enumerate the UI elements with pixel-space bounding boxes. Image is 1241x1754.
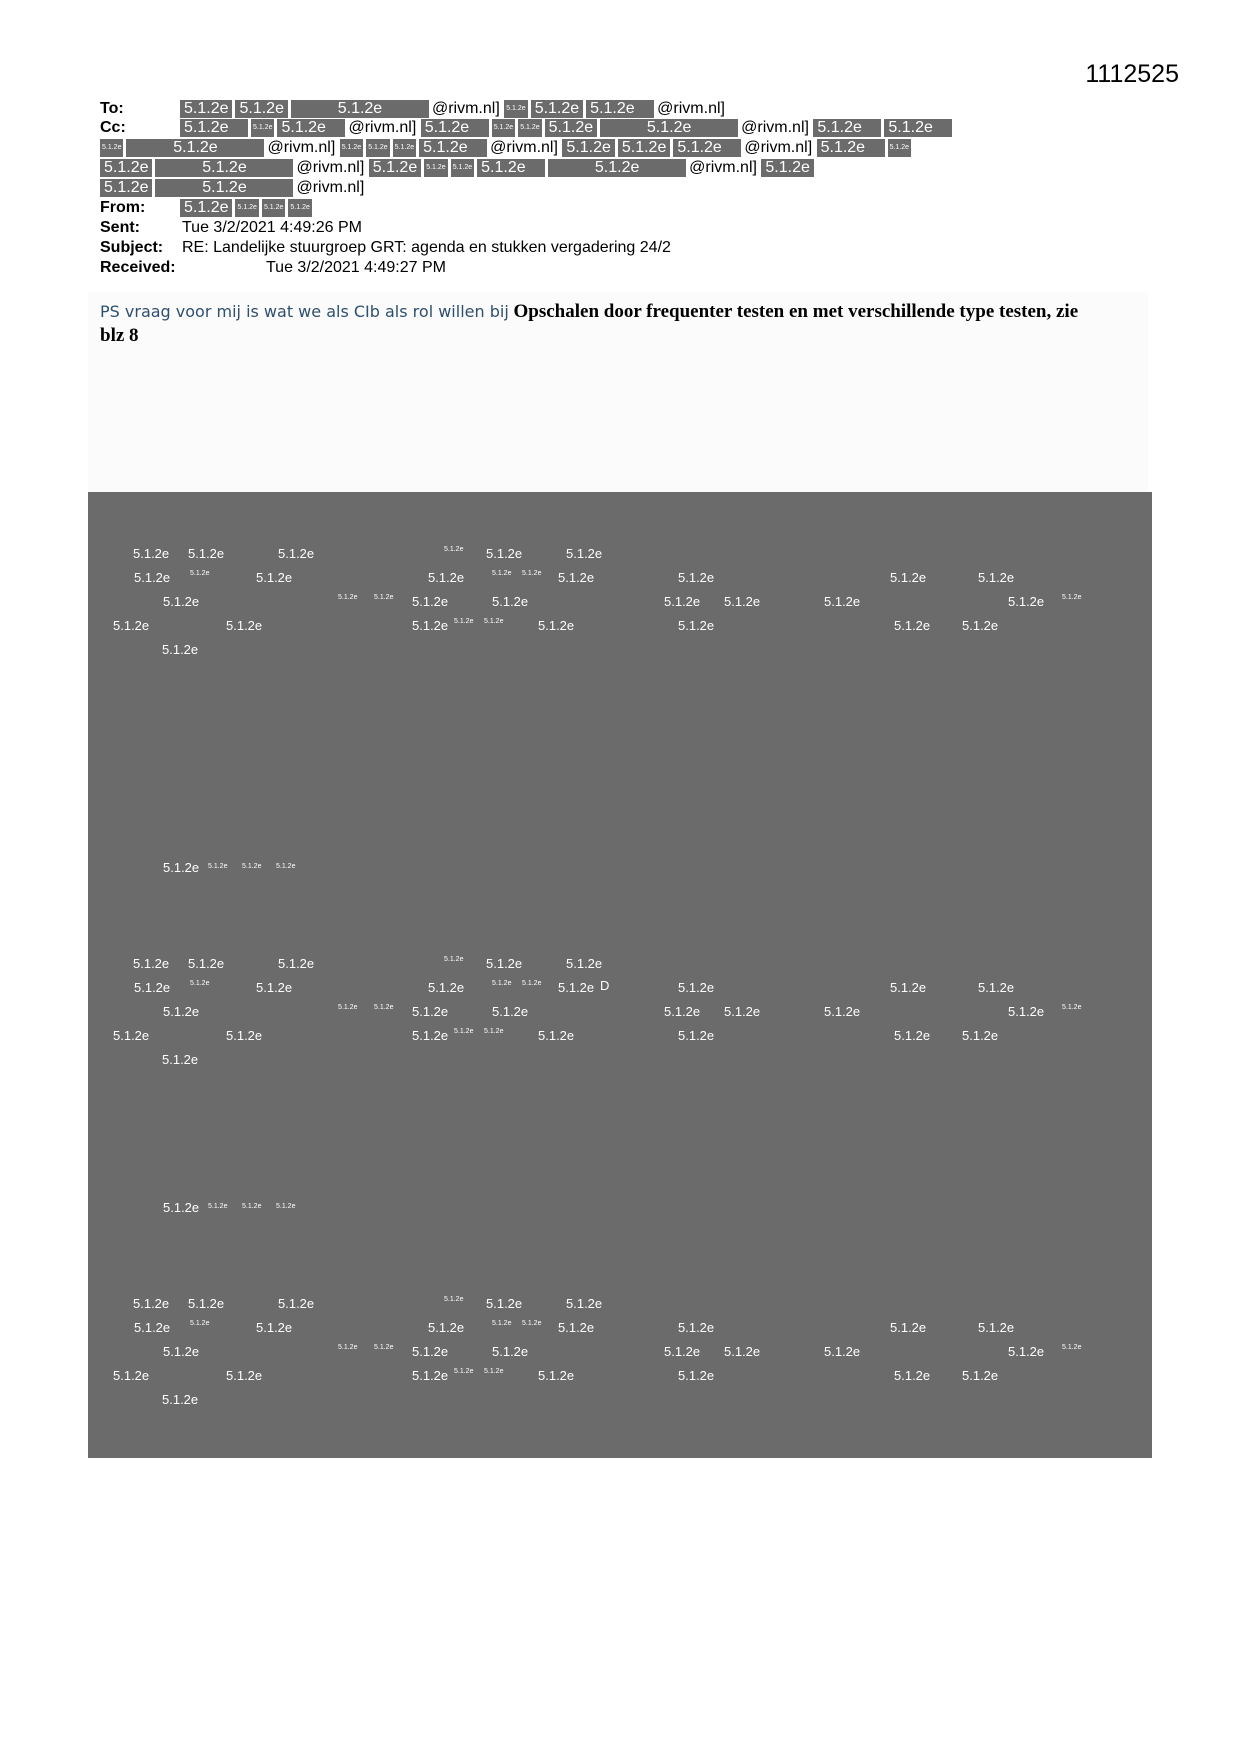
- redaction-code: 5.1.2e: [242, 1203, 262, 1210]
- redaction-code: 5.1.2e: [412, 618, 449, 633]
- redaction-code: 5.1.2e: [978, 570, 1015, 585]
- redaction-code: 5.1.2e: [242, 863, 262, 870]
- sent-label: Sent:: [100, 219, 140, 236]
- redaction-code: 5.1.2e: [163, 594, 200, 609]
- redaction-code: 5.1.2e: [412, 1344, 449, 1359]
- redaction-code: 5.1.2e: [1008, 1004, 1045, 1019]
- redaction-block: 5.1.2e: [586, 100, 654, 118]
- ps-paragraph: [100, 300, 1100, 348]
- redaction-code: 5.1.2e: [1062, 1344, 1082, 1351]
- redaction-block: 5.1.2e: [477, 159, 545, 177]
- redaction-block: 5.1.2e: [288, 199, 311, 217]
- redaction-code: 5.1.2e: [113, 618, 150, 633]
- redaction-code: 5.1.2e: [724, 594, 761, 609]
- redaction-code: 5.1.2e: [278, 1296, 315, 1311]
- redaction-code: 5.1.2e: [113, 1368, 150, 1383]
- cc-recipients-3: [100, 159, 817, 177]
- subject-value: RE: Landelijke stuurgroep GRT: agenda en stukken vergadering 24/2: [182, 239, 671, 256]
- redaction-code: 5.1.2e: [133, 956, 170, 971]
- redaction-code: 5.1.2e: [163, 1200, 200, 1215]
- redaction-code: 5.1.2e: [522, 980, 542, 987]
- cc-recipients-1: [180, 119, 955, 137]
- redaction-code: 5.1.2e: [824, 594, 861, 609]
- redaction-block: 5.1.2e: [817, 139, 885, 157]
- redaction-code: 5.1.2e: [412, 1004, 449, 1019]
- redaction-code: 5.1.2e: [162, 1392, 199, 1407]
- redaction-code: 5.1.2e: [492, 980, 512, 987]
- redaction-block: 5.1.2e: [180, 199, 232, 217]
- redaction-code: 5.1.2e: [492, 1344, 529, 1359]
- redaction-code: 5.1.2e: [486, 956, 523, 971]
- redaction-code: 5.1.2e: [134, 1320, 171, 1335]
- redaction-block: 5.1.2e: [421, 119, 489, 137]
- redaction-block: 5.1.2e: [291, 100, 429, 118]
- redaction-code: 5.1.2e: [962, 1368, 999, 1383]
- redaction-code: 5.1.2e: [276, 1203, 296, 1210]
- redaction-code: 5.1.2e: [522, 570, 542, 577]
- redaction-code: 5.1.2e: [208, 1203, 228, 1210]
- redaction-code: 5.1.2e: [454, 1368, 474, 1375]
- document-id: 1112525: [1085, 60, 1179, 88]
- redaction-code: 5.1.2e: [163, 860, 200, 875]
- redaction-code: 5.1.2e: [134, 980, 171, 995]
- email-domain: @rivm.nl]: [744, 139, 813, 156]
- redaction-code: 5.1.2e: [824, 1344, 861, 1359]
- redaction-block: 5.1.2e: [813, 119, 881, 137]
- redaction-code: 5.1.2e: [566, 546, 603, 561]
- subject-label: Subject:: [100, 239, 164, 256]
- redaction-block: 5.1.2e: [504, 100, 527, 118]
- redaction-block: 5.1.2e: [366, 139, 389, 157]
- redaction-block: 5.1.2e: [518, 119, 541, 137]
- redaction-block: 5.1.2e: [424, 159, 447, 177]
- email-domain: @rivm.nl]: [296, 179, 365, 196]
- redaction-code: 5.1.2e: [538, 618, 575, 633]
- redaction-code: 5.1.2e: [208, 863, 228, 870]
- redaction-block: 5.1.2e: [235, 100, 287, 118]
- redaction-code: 5.1.2e: [824, 1004, 861, 1019]
- redaction-block: 5.1.2e: [562, 139, 614, 157]
- redaction-code: 5.1.2e: [558, 980, 595, 995]
- redaction-code: 5.1.2e: [486, 1296, 523, 1311]
- redaction-code: 5.1.2e: [1062, 594, 1082, 601]
- redaction-block: 5.1.2e: [618, 139, 670, 157]
- redaction-block: 5.1.2e: [100, 139, 123, 157]
- cc-recipients-4: [100, 179, 364, 197]
- redaction-code: 5.1.2e: [428, 980, 465, 995]
- redaction-code: 5.1.2e: [412, 1028, 449, 1043]
- redaction-block: 5.1.2e: [600, 119, 738, 137]
- redaction-code: 5.1.2e: [226, 1368, 263, 1383]
- redaction-code: 5.1.2e: [566, 1296, 603, 1311]
- redaction-code: 5.1.2e: [522, 1320, 542, 1327]
- redaction-code: 5.1.2e: [484, 1028, 504, 1035]
- redaction-code: 5.1.2e: [492, 594, 529, 609]
- ps-emphasis-text: Opschalen door frequenter testen en met verschillende type testen, zie blz 8: [100, 301, 1079, 346]
- redaction-code: 5.1.2e: [256, 1320, 293, 1335]
- redaction-block: 5.1.2e: [545, 119, 597, 137]
- email-domain: @rivm.nl]: [689, 159, 757, 176]
- email-domain: @rivm.nl]: [657, 100, 725, 117]
- redaction-code: 5.1.2e: [188, 956, 225, 971]
- cc-recipients-2: [100, 139, 914, 157]
- redaction-code: 5.1.2e: [338, 594, 358, 601]
- received-value: Tue 3/2/2021 4:49:27 PM: [266, 259, 446, 276]
- from-label: From:: [100, 199, 146, 216]
- redaction-code: 5.1.2e: [894, 618, 931, 633]
- from-sender: [180, 199, 315, 217]
- redaction-code: 5.1.2e: [978, 980, 1015, 995]
- redaction-code: 5.1.2e: [226, 618, 263, 633]
- redaction-block: 5.1.2e: [451, 159, 474, 177]
- panel-marker: D: [600, 978, 610, 993]
- redaction-code: 5.1.2e: [664, 1004, 701, 1019]
- redaction-code: 5.1.2e: [338, 1344, 358, 1351]
- redaction-code: 5.1.2e: [492, 1320, 512, 1327]
- redaction-code: 5.1.2e: [962, 618, 999, 633]
- redaction-code: 5.1.2e: [894, 1368, 931, 1383]
- redaction-block: 5.1.2e: [180, 119, 248, 137]
- redaction-code: 5.1.2e: [678, 570, 715, 585]
- redaction-code: 5.1.2e: [188, 546, 225, 561]
- redaction-block: 5.1.2e: [262, 199, 285, 217]
- email-domain: @rivm.nl]: [431, 100, 500, 117]
- redaction-code: 5.1.2e: [484, 618, 504, 625]
- redaction-code: 5.1.2e: [538, 1368, 575, 1383]
- redaction-code: 5.1.2e: [134, 570, 171, 585]
- redaction-code: 5.1.2e: [664, 1344, 701, 1359]
- redaction-code: 5.1.2e: [678, 1368, 715, 1383]
- email-domain: @rivm.nl]: [348, 119, 417, 136]
- redaction-block: 5.1.2e: [419, 139, 487, 157]
- redaction-block: 5.1.2e: [548, 159, 686, 177]
- redaction-block: 5.1.2e: [393, 139, 416, 157]
- redaction-code: 5.1.2e: [454, 1028, 474, 1035]
- redaction-code: 5.1.2e: [412, 1368, 449, 1383]
- redaction-code: 5.1.2e: [444, 956, 464, 963]
- email-domain: @rivm.nl]: [741, 119, 809, 136]
- redaction-code: 5.1.2e: [374, 1344, 394, 1351]
- redaction-code: 5.1.2e: [374, 1004, 394, 1011]
- redaction-code: 5.1.2e: [338, 1004, 358, 1011]
- redaction-code: 5.1.2e: [484, 1368, 504, 1375]
- redaction-code: 5.1.2e: [890, 980, 927, 995]
- redaction-code: 5.1.2e: [486, 546, 523, 561]
- redaction-block: 5.1.2e: [340, 139, 363, 157]
- redaction-code: 5.1.2e: [133, 546, 170, 561]
- redaction-block: 5.1.2e: [888, 139, 911, 157]
- to-label: To:: [100, 100, 124, 117]
- redaction-code: 5.1.2e: [1008, 1344, 1045, 1359]
- redaction-code: 5.1.2e: [190, 980, 210, 987]
- redaction-code: 5.1.2e: [133, 1296, 170, 1311]
- redaction-block: 5.1.2e: [155, 179, 293, 197]
- to-recipients: [180, 100, 725, 118]
- redaction-code: 5.1.2e: [538, 1028, 575, 1043]
- redaction-block: 5.1.2e: [100, 159, 152, 177]
- redaction-code: 5.1.2e: [454, 618, 474, 625]
- redaction-code: 5.1.2e: [444, 546, 464, 553]
- redaction-block: 5.1.2e: [126, 139, 264, 157]
- redaction-code: 5.1.2e: [163, 1344, 200, 1359]
- email-domain: @rivm.nl]: [267, 139, 336, 156]
- redaction-code: 5.1.2e: [978, 1320, 1015, 1335]
- redaction-code: 5.1.2e: [190, 570, 210, 577]
- email-domain: @rivm.nl]: [296, 159, 365, 176]
- redaction-block: 5.1.2e: [761, 159, 813, 177]
- redaction-code: 5.1.2e: [678, 1320, 715, 1335]
- redaction-code: 5.1.2e: [428, 570, 465, 585]
- redaction-code: 5.1.2e: [492, 570, 512, 577]
- redaction-block: 5.1.2e: [492, 119, 515, 137]
- redaction-code: 5.1.2e: [412, 594, 449, 609]
- redaction-code: 5.1.2e: [894, 1028, 931, 1043]
- redaction-block: 5.1.2e: [180, 100, 232, 118]
- redaction-block: 5.1.2e: [155, 159, 293, 177]
- redaction-block: 5.1.2e: [369, 159, 421, 177]
- redaction-code: 5.1.2e: [278, 956, 315, 971]
- redaction-block: 5.1.2e: [884, 119, 952, 137]
- redaction-code: 5.1.2e: [890, 1320, 927, 1335]
- email-domain: @rivm.nl]: [490, 139, 558, 156]
- redaction-code: 5.1.2e: [724, 1004, 761, 1019]
- redaction-block: 5.1.2e: [100, 179, 152, 197]
- redaction-block: 5.1.2e: [673, 139, 741, 157]
- redaction-code: 5.1.2e: [566, 956, 603, 971]
- redaction-code: 5.1.2e: [256, 570, 293, 585]
- received-label: Received:: [100, 259, 176, 276]
- redaction-block: 5.1.2e: [531, 100, 583, 118]
- redaction-code: 5.1.2e: [190, 1320, 210, 1327]
- redaction-code: 5.1.2e: [678, 618, 715, 633]
- redacted-panel: [88, 492, 1152, 1458]
- redaction-code: 5.1.2e: [428, 1320, 465, 1335]
- redaction-code: 5.1.2e: [890, 570, 927, 585]
- redaction-code: 5.1.2e: [678, 1028, 715, 1043]
- redaction-code: 5.1.2e: [162, 1052, 199, 1067]
- redaction-block: 5.1.2e: [235, 199, 258, 217]
- redaction-code: 5.1.2e: [664, 594, 701, 609]
- sent-value: Tue 3/2/2021 4:49:26 PM: [182, 219, 362, 236]
- cc-label: Cc:: [100, 119, 126, 136]
- redaction-code: 5.1.2e: [558, 570, 595, 585]
- redaction-code: 5.1.2e: [678, 980, 715, 995]
- redaction-code: 5.1.2e: [492, 1004, 529, 1019]
- redaction-code: 5.1.2e: [256, 980, 293, 995]
- redaction-code: 5.1.2e: [558, 1320, 595, 1335]
- redaction-code: 5.1.2e: [226, 1028, 263, 1043]
- redaction-code: 5.1.2e: [724, 1344, 761, 1359]
- redaction-code: 5.1.2e: [278, 546, 315, 561]
- redaction-code: 5.1.2e: [1062, 1004, 1082, 1011]
- redaction-block: 5.1.2e: [251, 119, 274, 137]
- redaction-code: 5.1.2e: [374, 594, 394, 601]
- redaction-code: 5.1.2e: [276, 863, 296, 870]
- redaction-code: 5.1.2e: [444, 1296, 464, 1303]
- redaction-code: 5.1.2e: [163, 1004, 200, 1019]
- redaction-block: 5.1.2e: [277, 119, 345, 137]
- redaction-code: 5.1.2e: [188, 1296, 225, 1311]
- redaction-code: 5.1.2e: [962, 1028, 999, 1043]
- redaction-code: 5.1.2e: [113, 1028, 150, 1043]
- ps-lead-text: PS vraag voor mij is wat we als CIb als rol willen bij: [100, 302, 509, 321]
- redaction-code: 5.1.2e: [162, 642, 199, 657]
- redaction-code: 5.1.2e: [1008, 594, 1045, 609]
